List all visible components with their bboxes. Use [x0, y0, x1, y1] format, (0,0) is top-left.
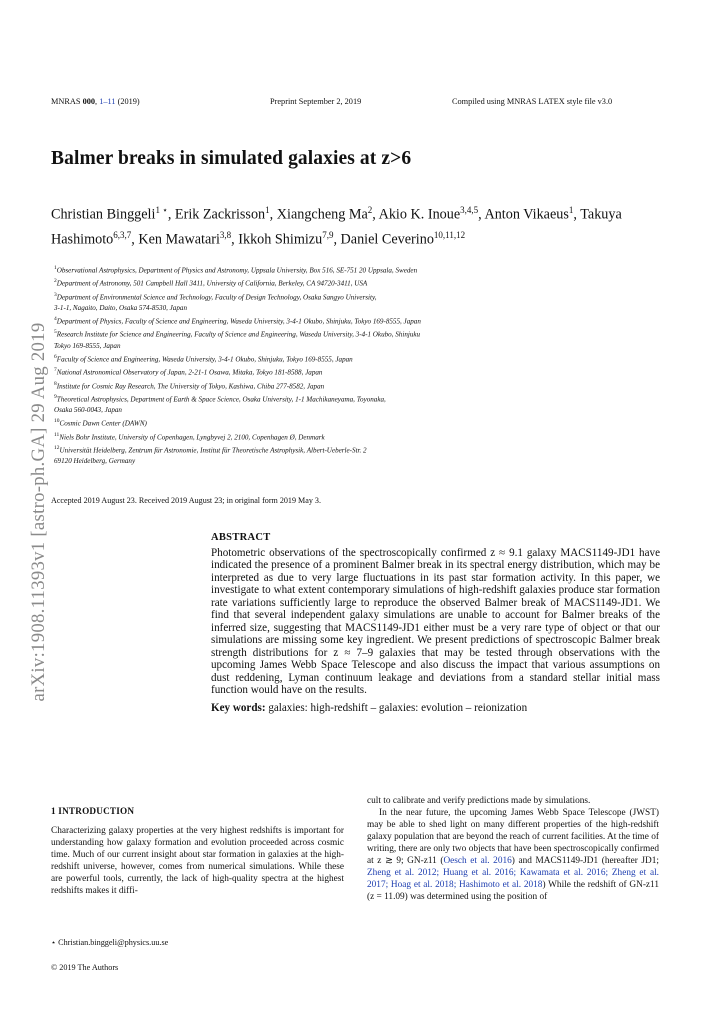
intro-column-right [367, 795, 659, 903]
preprint-date: Preprint September 2, 2019 [270, 97, 362, 106]
abstract-section [211, 532, 660, 714]
affiliation-line: $^{12}$Universität Heidelberg, Zentrum für Astronomie, Institut für Theoretische Astrophysik, Albert-Ueberle-Str. 2 [54, 444, 367, 455]
author-affiliation-marks: 3,4,5 [460, 205, 479, 215]
affiliation-line: $^3$Department of Environmental Science and Technology, Faculty of Design Technology, Osaka Sangyo University, [54, 291, 377, 302]
footnote-email: ⋆ Christian.binggeli@physics.uu.se [51, 938, 169, 947]
intro-p2-text-a: In the near future, the upcoming James Webb Space Telescope (JWST) may be able to shed light on many different properties of the high-redshift galaxy population that are beyond the reach of current facilities. At the time of writing, there are only two objects that have been spectroscopically confirmed at z ≳ 9; GN-z11 ( [367, 808, 659, 866]
author-affiliation-marks: 3,8 [219, 229, 232, 240]
author-affiliation-marks: 1 [568, 205, 574, 215]
affiliation-number: 11 [54, 431, 60, 438]
affiliation-line: $^1$Observational Astrophysics, Department of Physics and Astronomy, Uppsala University, Box 516, SE-751 20 Uppsala, Sweden [54, 265, 418, 275]
author-name: Christian Binggeli [51, 206, 156, 223]
affiliation-line: $^9$Theoretical Astrophysics, Department of Earth & Space Science, Osaka University, 1-1 Machikaneyama, Toyonaka, [54, 393, 386, 404]
author-name: Xiangcheng Ma [276, 206, 368, 223]
intro-paragraph-2 [367, 807, 659, 903]
intro-heading: 1 INTRODUCTION [51, 806, 135, 816]
affiliation-number: 3 [54, 291, 57, 298]
author-name: Erik Zackrisson [174, 206, 266, 223]
copyright-notice: © 2019 The Authors [51, 963, 119, 972]
citation-link[interactable]: Oesch et al. 2016 [443, 856, 512, 866]
author-name: Ken Mawatari [138, 231, 220, 248]
keywords-text: galaxies: high-redshift – galaxies: evolution – reionization [268, 701, 528, 714]
author-name: Ikkoh Shimizu [238, 231, 323, 248]
abstract-heading: ABSTRACT [211, 532, 271, 543]
abstract-text: Photometric observations of the spectroscopically confirmed z ≈ 9.1 galaxy MACS1149-JD1 have indicated the presence of a prominent Balmer break in its spectral energy distribution, which may be interpreted as due to very large fluctuations in its past star formation activity. In this paper, we investigate to what extent contemporary simulations of high-redshift galaxies produce star formation rate variations sufficiently large to reproduce the observed Balmer break of MACS1149-JD1. We find that several independent galaxy simulations are unable to account for Balmer breaks of the inferred size, suggesting that MACS1149-JD1 either must be a very rare type of object or that our simulations are missing some key ingredient. We present predictions of spectroscopic Balmer break strength distributions for z ≈ 7–9 galaxies that may be tested through observations with the upcoming James Webb Space Telescope and also discuss the impact that various assumptions on dust reddening, Lyman continuum leakage and deviations from a standard stellar initial mass function would have on the results. [211, 546, 660, 696]
affiliation-line: $^8$Institute for Cosmic Ray Research, The University of Tokyo, Kashiwa, Chiba 277-8582, Japan [54, 380, 325, 390]
affiliation-number: 4 [54, 316, 57, 323]
intro-p2-text-c: ) While the redshift of GN-z11 (z = 11.09) was determined using the position of [367, 880, 659, 902]
compiled-note: Compiled using MNRAS LATEX style file v3.0 [452, 97, 613, 106]
author-affiliation-marks: 1 [265, 205, 270, 215]
author-name: Takuya Hashimoto [51, 206, 622, 248]
affiliation-line: $^{10}$Cosmic Dawn Center (DAWN) [54, 418, 147, 428]
affiliation-line: $^6$Faculty of Science and Engineering, Waseda University, 3-4-1 Okubo, Shinjuku, Tokyo 169-8555, Japan [54, 353, 353, 364]
affiliation-number: 1 [54, 265, 57, 271]
affiliation-number: 12 [54, 444, 60, 451]
arxiv-stamp: arXiv:1908.11393v1 [astro-ph.GA] 29 Aug 2019 [28, 322, 49, 702]
affiliation-line: Tokyo 169-8555, Japan [54, 341, 121, 350]
author-name: Akio K. Inoue [378, 206, 461, 223]
affiliation-line: 69120 Heidelberg, Germany [54, 457, 136, 466]
affiliation-number: 8 [54, 380, 57, 387]
affiliation-number: 5 [54, 329, 57, 336]
affiliation-line: 3-1-1, Nagaito, Daito, Osaka 574-8530, Japan [54, 304, 187, 313]
author-affiliation-marks: 10,11,12 [433, 229, 466, 240]
author-affiliation-marks: 6,3,7 [113, 229, 132, 240]
paper-title: Balmer breaks in simulated galaxies at z>6 [51, 148, 412, 169]
affiliation-number: 7 [54, 367, 57, 374]
affiliation-number: 2 [54, 278, 57, 285]
keywords [211, 702, 660, 715]
affiliation-line: $^2$Department of Astronomy, 501 Campbell Hall 3411, University of California, Berkeley, CA 94720-3411, USA [54, 278, 368, 288]
author-affiliation-marks: 2 [367, 205, 373, 215]
affiliation-line: $^7$National Astronomical Observatory of Japan, 2-21-1 Osawa, Mitaka, Tokyo 181-8588, Japan [54, 367, 323, 377]
author-name: Daniel Ceverino [340, 231, 434, 248]
affiliation-number: 9 [54, 393, 57, 400]
intro-p2-text-b: ) and MACS1149-JD1 (hereafter JD1; [511, 856, 659, 866]
journal-year: (2019) [117, 97, 140, 106]
journal-header: MNRAS 000, 1–11 (2019) [51, 97, 140, 106]
acceptance-note: Accepted 2019 August 23. Received 2019 August 23; in original form 2019 May 3. [51, 496, 321, 505]
journal-name: MNRAS [51, 97, 81, 106]
author-name: Anton Vikaeus [484, 206, 569, 223]
citation-link[interactable]: Zheng et al. 2012; Huang et al. 2016; Kawamata et al. 2016; Zheng et al. 2017; Hoag et al. 2018; Hashimoto et al. 2018 [367, 868, 659, 890]
affiliation-number: 10 [54, 418, 60, 425]
author-list: Christian Binggeli$^{1 ⋆}$, Erik Zackrisson$^1$, Xiangcheng Ma$^2$, Akio K. Inoue$^{3,4,5}$, Anton Vikaeus$^1$, Takuya Hashimoto$^{6,3,7}$, Ken Mawatari$^{3,8}$, Ikkoh Shimizu$^{7,9}$, Daniel Ceverino$^{10,11,12}$ [51, 205, 622, 248]
page-range-link[interactable]: 1–11 [99, 97, 116, 106]
intro-column-left [51, 805, 344, 897]
author-affiliation-marks: 1 ⋆ [155, 205, 168, 215]
affiliation-line: $^5$Research Institute for Science and Engineering, Faculty of Science and Engineering, Waseda University, 3-4-1 Okubo, Shinjuku [54, 329, 421, 339]
keywords-label: Key words: [211, 701, 266, 714]
affiliation-number: 6 [54, 353, 57, 360]
affiliation-line: $^4$Department of Physics, Faculty of Science and Engineering, Waseda University, 3-4-1 Okubo, Shinjuku, Tokyo 169-8555, Japan [54, 316, 421, 326]
intro-paragraph-1: Characterizing galaxy properties at the very highest redshifts is important for understanding how galaxy formation and evolution proceeded across cosmic time. Much of our current insight about star formation in galaxies at the high-redshift universe, however, comes from numerical simulations. While these are powerful tools, currently, the lack of high-quality spectra at the highest redshifts makes it diffi- [51, 826, 344, 896]
journal-volume: 000 [82, 97, 96, 106]
author-affiliation-marks: 7,9 [322, 229, 334, 240]
affiliation-line: Osaka 560-0043, Japan [54, 406, 122, 415]
affiliation-list [54, 263, 694, 467]
intro-paragraph-continued: cult to calibrate and verify predictions made by simulations. [367, 796, 591, 806]
affiliation-line: $^{11}$Niels Bohr Institute, University of Copenhagen, Lyngbyvej 2, 2100, Copenhagen Ø, Denmark [54, 431, 325, 441]
